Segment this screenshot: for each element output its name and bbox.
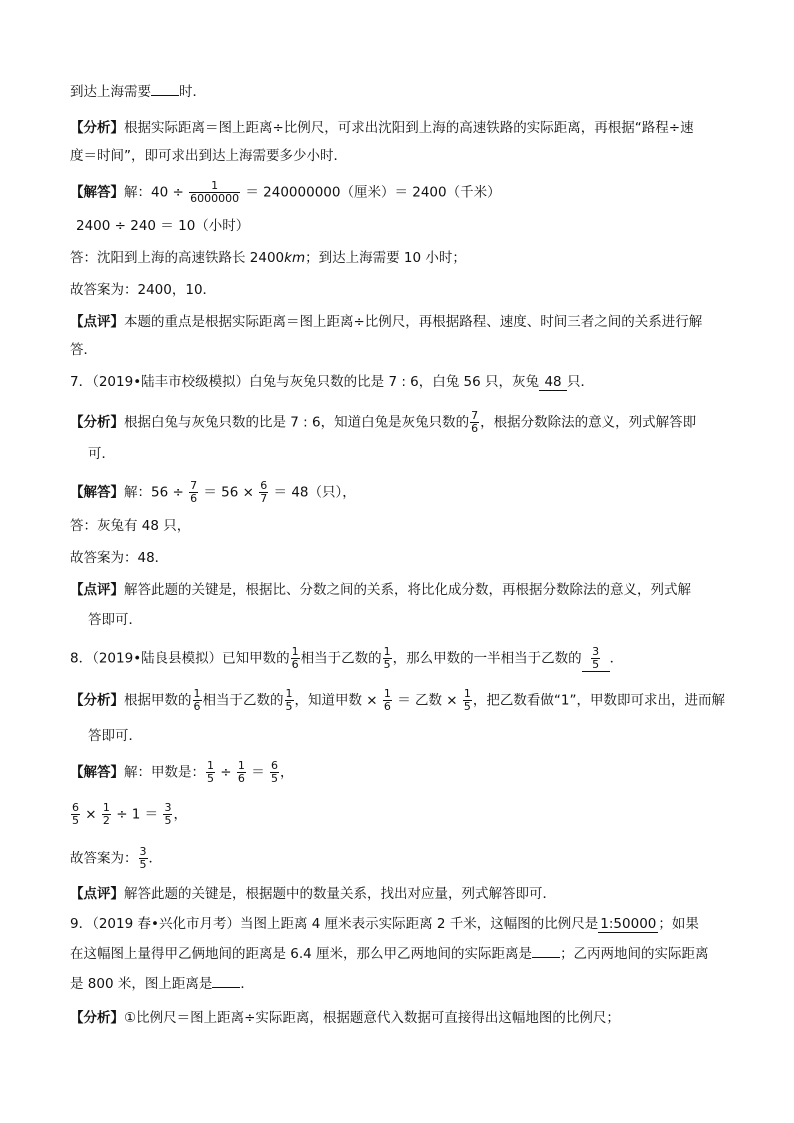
question-8 xyxy=(70,646,730,672)
text: × xyxy=(81,806,101,823)
comment-tag: 【点评】 xyxy=(70,886,124,902)
fraction xyxy=(285,688,294,713)
text: ， xyxy=(280,764,294,781)
text: ，那么甲数的一半相当于乙数的 xyxy=(392,650,582,667)
text: 在这幅图上量得甲乙俩地间的距离是 6.4 厘米，那么甲乙两地间的实际距离是 xyxy=(70,946,533,962)
text-line xyxy=(88,444,748,464)
answer-blank xyxy=(151,95,179,96)
denominator: 7 xyxy=(260,492,268,505)
text: ， xyxy=(173,806,187,823)
text: 只． xyxy=(567,374,595,390)
text: 8．（2019•陆良县模拟）已知甲数的 xyxy=(70,650,290,667)
text: 解：甲数是： xyxy=(124,764,205,781)
text: 故答案为：48． xyxy=(70,550,169,566)
text-line xyxy=(70,846,730,871)
denominator: 5 xyxy=(285,700,293,713)
text: ＝ 48（只）， xyxy=(269,484,356,501)
fraction xyxy=(189,480,198,505)
comment-line xyxy=(70,312,730,332)
analysis-tag: 【分析】 xyxy=(70,692,124,709)
numerator: 3 xyxy=(164,801,172,814)
numerator: 1 xyxy=(383,645,391,658)
fraction xyxy=(291,646,300,671)
numerator: 6 xyxy=(72,801,79,814)
denominator: 5 xyxy=(72,814,79,827)
text-line xyxy=(76,216,736,236)
denominator: 6 xyxy=(383,700,391,713)
numerator: 7 xyxy=(471,409,479,422)
analysis-tag: 【分析】 xyxy=(70,120,124,136)
analysis-line xyxy=(70,1008,730,1028)
numerator: 6 xyxy=(260,479,268,492)
text-line xyxy=(70,146,730,166)
text: ＝ xyxy=(246,764,269,781)
text: ，把乙数看做“1”，甲数即可求出，进而解 xyxy=(472,692,725,709)
numerator: 1 xyxy=(285,687,293,700)
denominator: 5 xyxy=(139,858,147,871)
text: 7．（2019•陆丰市校级模拟）白兔与灰兔只数的比是 7 : 6，白兔 56 只，灰兔 xyxy=(70,374,540,390)
text: 根据甲数的 xyxy=(124,692,192,709)
fraction xyxy=(189,180,240,205)
text: ＝ 乙数 × xyxy=(392,692,462,709)
text: 答：灰兔有 48 只， xyxy=(70,518,191,534)
analysis-line xyxy=(70,688,730,713)
answer-blank xyxy=(582,646,610,672)
text: 度＝时间”，即可求出到达上海需要多少小时． xyxy=(70,148,347,164)
text: 是 800 米，图上距离是 xyxy=(70,976,213,992)
denominator: 6 xyxy=(291,658,299,671)
text: 答即可． xyxy=(88,612,142,628)
fraction xyxy=(237,760,246,785)
comment-line xyxy=(70,884,730,904)
text: ；到达上海需要 10 小时； xyxy=(305,250,466,266)
text: 答即可． xyxy=(88,728,142,744)
fraction xyxy=(270,760,279,785)
analysis-tag: 【分析】 xyxy=(70,414,124,431)
numerator: 1 xyxy=(189,180,240,193)
text: ． xyxy=(148,850,162,867)
numerator: 1 xyxy=(291,645,299,658)
fraction xyxy=(383,688,392,713)
text: ． xyxy=(609,650,624,667)
answer-blank: 1:50000 xyxy=(600,916,657,932)
answer-line xyxy=(70,180,730,205)
numerator: 3 xyxy=(592,645,600,658)
text: ÷ 1 ＝ xyxy=(111,806,163,823)
analysis-line xyxy=(70,118,730,138)
text-line xyxy=(70,280,730,300)
fraction xyxy=(383,646,392,671)
text: 到达上海需要 xyxy=(70,84,151,100)
fraction xyxy=(139,846,148,871)
fraction xyxy=(193,688,202,713)
text: 根据实际距离＝图上距离÷比例尺，可求出沈阳到上海的高速铁路的实际距离，再根据“路程÷速 xyxy=(124,120,694,136)
fraction xyxy=(206,760,215,785)
text-line xyxy=(70,974,730,994)
comment-line xyxy=(70,580,730,600)
denominator: 2 xyxy=(102,814,110,827)
text: ． xyxy=(240,976,254,992)
text: 解答此题的关键是，根据题中的数量关系，找出对应量，列式解答即可． xyxy=(124,886,556,902)
denominator: 5 xyxy=(164,814,172,827)
text: ＝ 240000000（厘米）＝ 2400（千米） xyxy=(241,184,501,201)
answer-line xyxy=(70,760,730,785)
text-line xyxy=(88,726,748,746)
denominator: 6 xyxy=(471,422,479,435)
text: 解：56 ÷ xyxy=(124,484,189,501)
fraction xyxy=(71,802,80,827)
text-line xyxy=(88,610,748,630)
denominator: 6 xyxy=(193,700,201,713)
numerator: 1 xyxy=(463,687,471,700)
numerator: 1 xyxy=(193,687,201,700)
fraction xyxy=(470,410,479,435)
text: ÷ xyxy=(216,764,236,781)
numerator: 1 xyxy=(207,759,214,772)
denominator: 5 xyxy=(383,658,391,671)
numerator: 6 xyxy=(271,759,278,772)
answer-tag: 【解答】 xyxy=(70,484,124,501)
text: ，知道甲数 × xyxy=(294,692,382,709)
numerator: 1 xyxy=(102,801,110,814)
text: 根据白兔与灰兔只数的比是 7 : 6，知道白兔是灰兔只数的 xyxy=(124,414,470,431)
answer-blank: 48 xyxy=(539,374,567,391)
denominator: 5 xyxy=(271,772,278,785)
text-line xyxy=(70,82,730,102)
denominator: 5 xyxy=(207,772,214,785)
answer-tag: 【解答】 xyxy=(70,184,124,201)
text: 答：沈阳到上海的高速铁路长 2400 xyxy=(70,250,285,266)
fraction xyxy=(463,688,472,713)
text: ；乙丙两地间的实际距离 xyxy=(560,946,709,962)
text: 故答案为： xyxy=(70,850,138,867)
comment-tag: 【点评】 xyxy=(70,582,124,598)
denominator: 6000000 xyxy=(190,192,240,205)
text: 9．（2019 春•兴化市月考）当图上距离 4 厘米表示实际距离 2 千米，这幅图的比例尺是 xyxy=(70,916,599,932)
analysis-line xyxy=(70,410,730,435)
text: 相当于乙数的 xyxy=(202,692,284,709)
text: 解：40 ÷ xyxy=(124,184,189,201)
text: 2400 ÷ 240 ＝ 10（小时） xyxy=(76,218,250,234)
text: 本题的重点是根据实际距离＝图上距离÷比例尺，再根据路程、速度、时间三者之间的关系进行解 xyxy=(124,314,703,330)
denominator: 6 xyxy=(237,772,245,785)
text: 相当于乙数的 xyxy=(300,650,382,667)
comment-tag: 【点评】 xyxy=(70,314,124,330)
text: 时． xyxy=(179,84,206,100)
fraction xyxy=(102,802,111,827)
text-line xyxy=(70,516,730,536)
answer-line xyxy=(70,480,730,505)
text: 可． xyxy=(88,446,115,462)
question-9 xyxy=(70,914,730,934)
text: ①比例尺＝图上距离÷实际距离，根据题意代入数据可直接得出这幅地图的比例尺； xyxy=(124,1010,620,1026)
text: ，根据分数除法的意义，列式解答即 xyxy=(480,414,697,431)
text-line xyxy=(70,548,730,568)
text-line xyxy=(70,802,730,827)
analysis-tag: 【分析】 xyxy=(70,1010,124,1026)
text: 答． xyxy=(70,342,97,358)
text-line xyxy=(70,944,730,964)
denominator: 5 xyxy=(592,658,600,671)
answer-blank xyxy=(532,957,560,958)
question-7 xyxy=(70,372,730,392)
numerator: 3 xyxy=(139,845,147,858)
text: ＝ 56 × xyxy=(199,484,259,501)
fraction xyxy=(591,646,600,671)
answer-tag: 【解答】 xyxy=(70,764,124,781)
denominator: 5 xyxy=(463,700,471,713)
numerator: 1 xyxy=(237,759,245,772)
denominator: 6 xyxy=(190,492,198,505)
fraction xyxy=(259,480,268,505)
answer-blank xyxy=(212,987,240,988)
text-line xyxy=(70,340,730,360)
text: 解答此题的关键是，根据比、分数之间的关系，将比化成分数，再根据分数除法的意义，列式解 xyxy=(124,582,691,598)
text: ；如果 xyxy=(658,916,699,932)
text: 故答案为：2400，10． xyxy=(70,282,217,298)
fraction xyxy=(163,802,172,827)
unit: km xyxy=(284,250,306,266)
text-line xyxy=(70,248,730,268)
numerator: 1 xyxy=(383,687,391,700)
numerator: 7 xyxy=(190,479,198,492)
